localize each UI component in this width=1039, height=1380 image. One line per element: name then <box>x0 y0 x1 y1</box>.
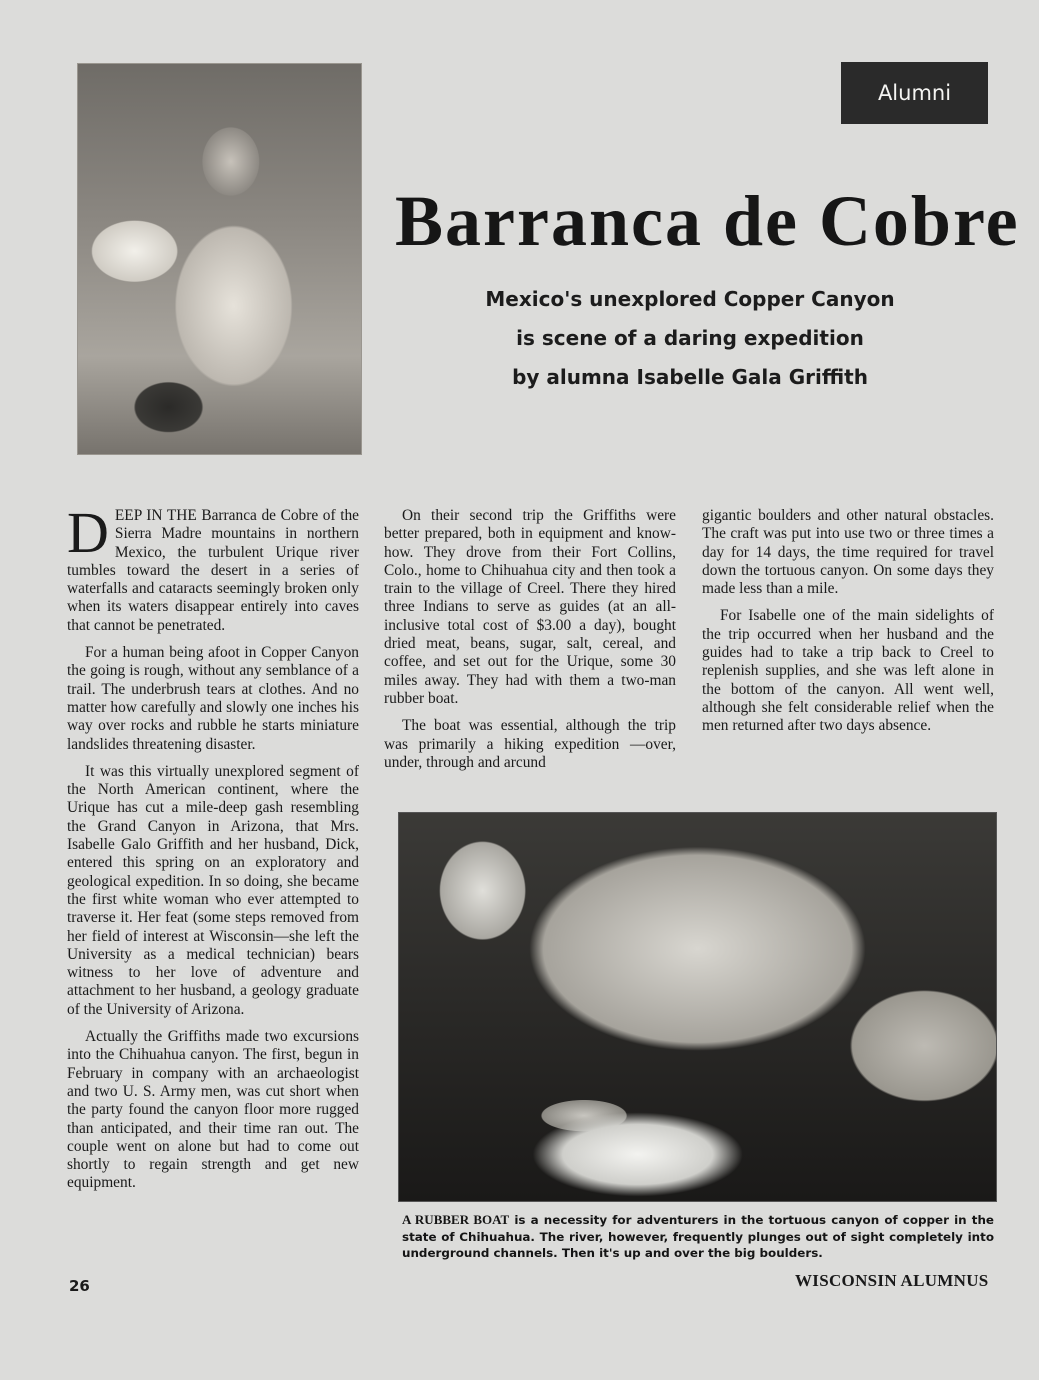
section-tag: Alumni <box>841 62 988 124</box>
magazine-name: WISCONSIN ALUMNUS <box>795 1271 989 1290</box>
caption-lead: A RUBBER BOAT <box>402 1212 510 1227</box>
paragraph: gigantic boulders and other natural obstacles. The craft was put into use two or three times a day for 14 days, the time required for travel down the tortuous canyon. On some days they made less than a mile. <box>702 507 994 598</box>
paragraph: On their second trip the Griffiths were better prepared, both in equipment and know-how. They drove from their Fort Collins, Colo., home to Chihuahua city and then took a train to the village of Creel. There they hired three Indians to serve as guides (at an all-inclusive total cost of $3.00 a day), bought dried meat, beans, sugar, salt, cereal, and coffee, and set out for the Urique, some 30 miles away. They had with them a two-man rubber boat. <box>384 507 676 707</box>
subtitle-line: is scene of a daring expedition <box>516 326 864 350</box>
drop-cap: D <box>67 500 109 565</box>
article-subtitle <box>470 280 910 397</box>
column-3 <box>702 507 994 745</box>
caption-text: is a necessity for adventurers in the tortuous canyon of copper in the state of Chihuahua. The river, however, frequently plunges out of sight completely into underground channels. Then it's up and over the big boulders. <box>402 1213 994 1260</box>
photo-caption <box>402 1212 994 1262</box>
article-title: Barranca de Cobre <box>395 181 1020 261</box>
paragraph: It was this virtually unexplored segment of the North American continent, where the Urique has cut a mile-deep gash resembling the Grand Canyon in Arizona, that Mrs. Isabelle Galo Griffith and her husband, Dick, entered this spring on an exploratory and geological expedition. In so doing, she became the first white woman who ever attempted to traverse it. Her feat (some steps removed from her field of interest at Wisconsin—she left the University as a medical technician) bears witness to her love of adventure and attachment to her husband, a geology graduate of the University of Arizona. <box>67 762 359 1018</box>
paragraph: For Isabelle one of the main sidelights of the trip occurred when her husband and the guides had to take a trip back to Creel to replenish supplies, and she was left alone in the bottom of the canyon. All went well, although she felt considerable relief when the men returned after two days absence. <box>702 607 994 735</box>
paragraph <box>67 500 359 635</box>
column-1 <box>67 500 359 1202</box>
subtitle-line: by alumna Isabelle Gala Griffith <box>512 365 868 389</box>
page-number: 26 <box>69 1277 90 1295</box>
portrait-photo <box>77 63 362 455</box>
column-2 <box>384 507 676 781</box>
paragraph: Actually the Griffiths made two excursions into the Chihuahua canyon. The first, begun in February in company with an archaeologist and two U. S. Army men, was cut short when the party found the canyon floor more rugged than anticipated, and their time ran out. The couple went on alone but had to come out shortly to regain strength and get new equipment. <box>67 1028 359 1192</box>
paragraph: For a human being afoot in Copper Canyon the going is rough, without any semblance of a trail. The underbrush tears at clothes. And no matter how carefully and slowly one inches his way over rocks and rubble he starts miniature landslides threatening disaster. <box>67 644 359 753</box>
rubber-boat-photo <box>398 812 997 1202</box>
subtitle-line: Mexico's unexplored Copper Canyon <box>485 287 895 311</box>
paragraph: The boat was essential, although the trip was primarily a hiking expedition —over, under, through and arcund <box>384 717 676 771</box>
paragraph-text: EEP IN THE Barranca de Cobre of the Sierra Madre mountains in northern Mexico, the turbulent Urique river tumbles toward the desert in a series of waterfalls and cataracts seemingly broken only when its waters disappear entirely into caves that cannot be penetrated. <box>67 507 359 634</box>
